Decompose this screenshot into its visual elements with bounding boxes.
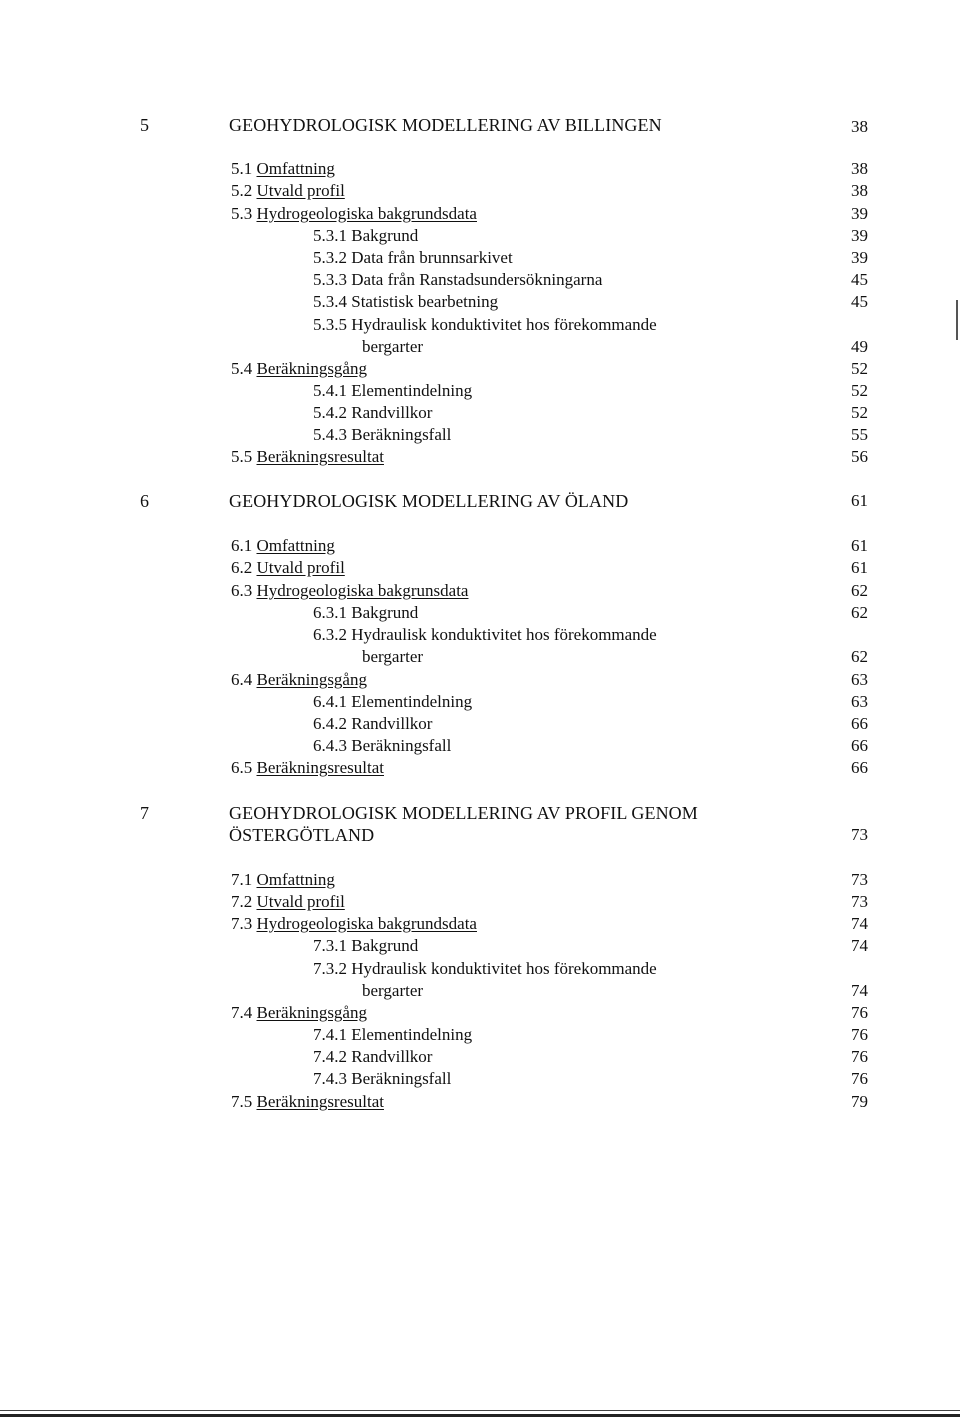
entry-page: 38 (851, 181, 868, 200)
entry-number: 5.5 (231, 447, 253, 466)
entry-page: 55 (851, 425, 868, 444)
entry-title: Bakgrund (351, 603, 419, 622)
entry-number: 5.1 (231, 159, 253, 178)
entry-title: Hydraulisk konduktivitet hos förekommande (351, 625, 657, 644)
toc-entry (231, 869, 335, 891)
entry-title: Utvald profil (256, 892, 345, 911)
entry-page: 66 (851, 736, 868, 755)
toc-entry (313, 424, 451, 446)
entry-page: 52 (851, 359, 868, 378)
chapter-number: 6 (140, 491, 149, 511)
entry-page: 61 (851, 536, 868, 555)
entry-title-continuation: bergarter (362, 981, 424, 1000)
entry-page: 52 (851, 381, 868, 400)
entry-number: 7.3.2 (313, 959, 347, 978)
entry-title: Elementindelning (351, 381, 473, 400)
entry-title: Beräkningsgång (256, 670, 367, 689)
toc-entry (313, 1068, 451, 1090)
entry-page: 39 (851, 248, 868, 267)
entry-number: 7.4.2 (313, 1047, 347, 1066)
entry-number: 5.4.1 (313, 381, 347, 400)
scan-edge-mark (956, 300, 958, 340)
toc-entry (313, 402, 432, 424)
entry-number: 7.4 (231, 1003, 253, 1022)
entry-number: 5.4.2 (313, 403, 347, 422)
toc-entry (231, 203, 477, 225)
toc-entry (313, 247, 513, 269)
entry-title: Omfattning (256, 536, 335, 555)
entry-number: 6.3.1 (313, 603, 347, 622)
toc-entry (231, 1002, 367, 1024)
entry-number: 5.2 (231, 181, 253, 200)
entry-page: 45 (851, 270, 868, 289)
entry-number: 6.3.2 (313, 625, 347, 644)
chapter-title-continuation: ÖSTERGÖTLAND (229, 825, 375, 845)
entry-page: 63 (851, 692, 868, 711)
chapter-page: 73 (851, 825, 868, 844)
entry-number: 7.3.1 (313, 936, 347, 955)
entry-title: Hydrogeologiska bakgrundsdata (256, 914, 477, 933)
entry-title: Beräkningsgång (256, 1003, 367, 1022)
toc-entry (313, 624, 657, 646)
entry-title: Utvald profil (256, 558, 345, 577)
chapter-number: 7 (140, 803, 149, 823)
toc-entry (231, 557, 345, 579)
entry-page: 76 (851, 1047, 868, 1066)
entry-number: 6.4.2 (313, 714, 347, 733)
chapter-page: 61 (851, 491, 868, 510)
entry-number: 5.3.1 (313, 226, 347, 245)
toc-entry (313, 958, 657, 980)
toc-entry (313, 225, 418, 247)
entry-page: 63 (851, 670, 868, 689)
entry-page: 38 (851, 159, 868, 178)
toc-entry (231, 446, 384, 468)
entry-number: 5.3.2 (313, 248, 347, 267)
toc-entry (231, 757, 384, 779)
chapter-number: 5 (140, 115, 149, 135)
entry-number: 5.3.3 (313, 270, 347, 289)
entry-title: Beräkningsresultat (256, 1092, 384, 1111)
entry-title: Beräkningsresultat (256, 758, 384, 777)
entry-number: 6.4.1 (313, 692, 347, 711)
entry-page: 52 (851, 403, 868, 422)
entry-title: Data från Ranstadsundersökningarna (351, 270, 603, 289)
toc-entry (313, 735, 451, 757)
toc-entry (313, 691, 472, 713)
entry-page: 45 (851, 292, 868, 311)
entry-page: 76 (851, 1025, 868, 1044)
entry-title: Omfattning (256, 870, 335, 889)
scan-rule (0, 1410, 960, 1411)
entry-title: Beräkningsfall (351, 736, 452, 755)
toc-entry (313, 291, 498, 313)
entry-title: Randvillkor (351, 714, 433, 733)
entry-number: 6.3 (231, 581, 253, 600)
entry-number: 7.5 (231, 1092, 253, 1111)
entry-title: Bakgrund (351, 226, 419, 245)
entry-page: 62 (851, 603, 868, 622)
entry-title: Beräkningsresultat (256, 447, 384, 466)
entry-page: 74 (851, 981, 868, 1000)
entry-title: Elementindelning (351, 1025, 473, 1044)
entry-title: Hydraulisk konduktivitet hos förekommande (351, 315, 657, 334)
entry-title-continuation: bergarter (362, 337, 424, 356)
entry-page: 76 (851, 1003, 868, 1022)
toc-entry (231, 580, 468, 602)
entry-number: 7.4.3 (313, 1069, 347, 1088)
entry-page: 66 (851, 714, 868, 733)
entry-page: 79 (851, 1092, 868, 1111)
entry-title: Statistisk bearbetning (351, 292, 499, 311)
entry-page: 56 (851, 447, 868, 466)
toc-entry (231, 891, 345, 913)
entry-title: Elementindelning (351, 692, 473, 711)
entry-number: 6.2 (231, 558, 253, 577)
entry-page: 66 (851, 758, 868, 777)
toc-entry (313, 1046, 432, 1068)
entry-number: 6.5 (231, 758, 253, 777)
entry-title: Hydrogeologiska bakgrunsdata (256, 581, 469, 600)
entry-title: Randvillkor (351, 403, 433, 422)
entry-title: Beräkningsfall (351, 1069, 452, 1088)
toc-entry (313, 269, 602, 291)
toc-entry (231, 669, 367, 691)
entry-page: 74 (851, 936, 868, 955)
entry-page: 62 (851, 647, 868, 666)
entry-page: 74 (851, 914, 868, 933)
chapter-title: GEOHYDROLOGISK MODELLERING AV PROFIL GENOM (229, 803, 698, 823)
entry-title: Utvald profil (256, 181, 345, 200)
entry-number: 7.1 (231, 870, 253, 889)
entry-page: 73 (851, 892, 868, 911)
chapter-title: GEOHYDROLOGISK MODELLERING AV ÖLAND (229, 491, 629, 511)
entry-number: 7.4.1 (313, 1025, 347, 1044)
entry-page: 49 (851, 337, 868, 356)
entry-title: Data från brunnsarkivet (351, 248, 513, 267)
entry-page: 39 (851, 226, 868, 245)
chapter-page: 38 (851, 117, 868, 136)
entry-number: 6.1 (231, 536, 253, 555)
toc-entry (231, 158, 335, 180)
entry-title: Omfattning (256, 159, 335, 178)
entry-page: 62 (851, 581, 868, 600)
chapter-title: GEOHYDROLOGISK MODELLERING AV BILLINGEN (229, 115, 662, 135)
entry-number: 7.3 (231, 914, 253, 933)
entry-title: Hydraulisk konduktivitet hos förekommande (351, 959, 657, 978)
toc-entry (231, 535, 335, 557)
entry-number: 5.3.5 (313, 315, 347, 334)
entry-title: Beräkningsgång (256, 359, 367, 378)
toc-entry (313, 935, 418, 957)
entry-title-continuation: bergarter (362, 647, 424, 666)
entry-number: 5.3 (231, 204, 253, 223)
toc-entry (231, 180, 345, 202)
toc-entry (313, 314, 657, 336)
toc-entry (313, 602, 418, 624)
toc-entry (313, 1024, 472, 1046)
entry-title: Hydrogeologiska bakgrundsdata (256, 204, 477, 223)
toc-entry (313, 713, 432, 735)
entry-title: Beräkningsfall (351, 425, 452, 444)
entry-number: 5.4.3 (313, 425, 347, 444)
entry-title: Bakgrund (351, 936, 419, 955)
entry-number: 6.4 (231, 670, 253, 689)
entry-number: 5.4 (231, 359, 253, 378)
entry-title: Randvillkor (351, 1047, 433, 1066)
entry-number: 6.4.3 (313, 736, 347, 755)
scan-bottom-edge (0, 1414, 960, 1417)
toc-entry (231, 358, 367, 380)
entry-page: 76 (851, 1069, 868, 1088)
entry-page: 73 (851, 870, 868, 889)
entry-page: 39 (851, 204, 868, 223)
entry-number: 7.2 (231, 892, 253, 911)
toc-entry (313, 380, 472, 402)
toc-entry (231, 1091, 384, 1113)
entry-number: 5.3.4 (313, 292, 347, 311)
entry-page: 61 (851, 558, 868, 577)
toc-entry (231, 913, 477, 935)
